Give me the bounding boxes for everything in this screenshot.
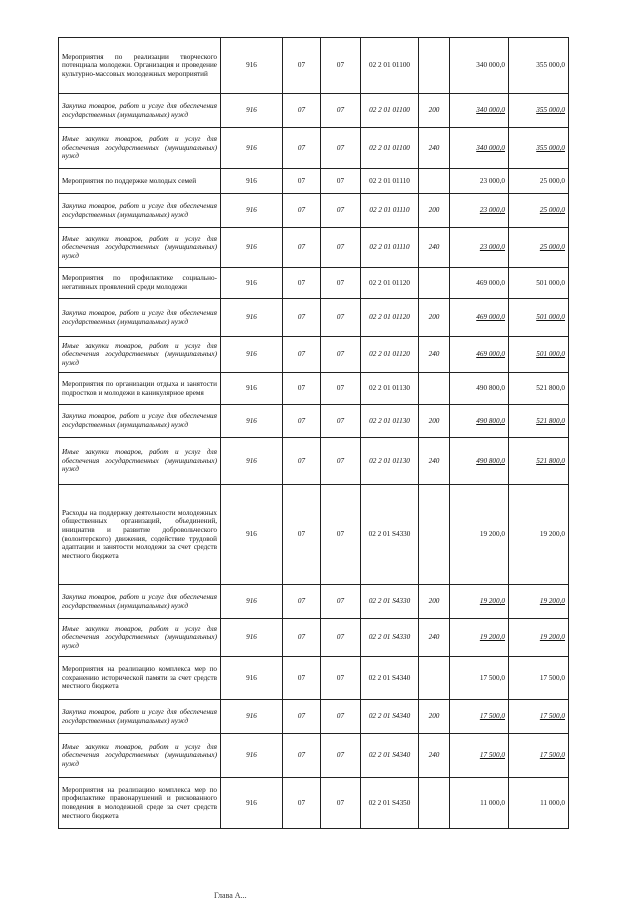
row-expense-type: 240 bbox=[419, 438, 450, 485]
row-expense-type: 200 bbox=[419, 299, 450, 337]
row-expense-type: 240 bbox=[419, 734, 450, 778]
row-sum-year1 bbox=[450, 194, 509, 228]
row-name: Иные закупки товаров, работ и услуг для обеспечения государственных (муниципальных) нужд bbox=[59, 337, 221, 373]
row-sum-year2-value: 25 000,0 bbox=[539, 243, 565, 252]
row-name: Иные закупки товаров, работ и услуг для обеспечения государственных (муниципальных) нужд bbox=[59, 228, 221, 268]
row-sum-year1-value: 490 800,0 bbox=[476, 456, 505, 465]
row-grbs-code: 916 bbox=[221, 268, 283, 299]
row-sum-year1 bbox=[450, 299, 509, 337]
row-section-code: 07 bbox=[283, 128, 321, 169]
row-sum-year2 bbox=[509, 734, 569, 778]
row-name: Мероприятия на реализацию комплекса мер по профилактике правонарушений и рискованного поведения в молодежной среде за счет средств местного бюджета bbox=[59, 778, 221, 829]
row-sum-year2 bbox=[509, 194, 569, 228]
row-subsection-code: 07 bbox=[321, 299, 361, 337]
row-target-article: 02 2 01 01110 bbox=[361, 228, 419, 268]
row-expense-type bbox=[419, 485, 450, 585]
row-section-code: 07 bbox=[283, 268, 321, 299]
row-target-article: 02 2 01 S4330 bbox=[361, 485, 419, 585]
row-sum-year2 bbox=[509, 585, 569, 619]
row-section-code: 07 bbox=[283, 228, 321, 268]
row-target-article: 02 2 01 S4340 bbox=[361, 734, 419, 778]
row-target-article: 02 2 01 01100 bbox=[361, 94, 419, 128]
row-sum-year2-value: 355 000,0 bbox=[536, 143, 565, 152]
row-target-article: 02 2 01 S4330 bbox=[361, 619, 419, 657]
table-row bbox=[59, 485, 569, 585]
row-subsection-code: 07 bbox=[321, 94, 361, 128]
row-expense-type: 200 bbox=[419, 94, 450, 128]
table-row bbox=[59, 128, 569, 169]
row-grbs-code: 916 bbox=[221, 405, 283, 438]
row-sum-year2-value: 355 000,0 bbox=[536, 106, 565, 115]
row-sum-year2-value: 17 500,0 bbox=[539, 673, 565, 682]
row-section-code: 07 bbox=[283, 299, 321, 337]
row-subsection-code: 07 bbox=[321, 485, 361, 585]
row-sum-year1-value: 19 200,0 bbox=[479, 633, 505, 642]
row-name: Иные закупки товаров, работ и услуг для обеспечения государственных (муниципальных) нужд bbox=[59, 619, 221, 657]
table-row bbox=[59, 169, 569, 194]
row-grbs-code: 916 bbox=[221, 619, 283, 657]
row-sum-year1-value: 469 000,0 bbox=[476, 313, 505, 322]
row-name: Закупка товаров, работ и услуг для обеспечения государственных (муниципальных) нужд bbox=[59, 194, 221, 228]
row-sum-year1 bbox=[450, 485, 509, 585]
row-expense-type bbox=[419, 373, 450, 405]
row-grbs-code: 916 bbox=[221, 700, 283, 734]
row-subsection-code: 07 bbox=[321, 405, 361, 438]
row-sum-year1 bbox=[450, 228, 509, 268]
row-grbs-code: 916 bbox=[221, 94, 283, 128]
row-sum-year1 bbox=[450, 169, 509, 194]
row-section-code: 07 bbox=[283, 585, 321, 619]
row-subsection-code: 07 bbox=[321, 268, 361, 299]
row-sum-year2 bbox=[509, 700, 569, 734]
row-section-code: 07 bbox=[283, 657, 321, 700]
row-name: Расходы на поддержку деятельности молодежных общественных организаций, объединений, инициатив и развитие добровольческого (волонтерского) движения, содействие трудовой адаптации и занятости молодежи за счет средств местного бюджета bbox=[59, 485, 221, 585]
row-section-code: 07 bbox=[283, 194, 321, 228]
row-section-code: 07 bbox=[283, 619, 321, 657]
table-row bbox=[59, 778, 569, 829]
row-target-article: 02 2 01 01120 bbox=[361, 299, 419, 337]
row-sum-year1-value: 469 000,0 bbox=[476, 350, 505, 359]
row-sum-year1 bbox=[450, 734, 509, 778]
row-sum-year1-value: 340 000,0 bbox=[476, 143, 505, 152]
row-sum-year2 bbox=[509, 438, 569, 485]
row-expense-type bbox=[419, 778, 450, 829]
table-row bbox=[59, 38, 569, 94]
row-sum-year2 bbox=[509, 228, 569, 268]
row-name: Закупка товаров, работ и услуг для обеспечения государственных (муниципальных) нужд bbox=[59, 585, 221, 619]
row-sum-year1-value: 17 500,0 bbox=[479, 751, 505, 760]
row-sum-year2 bbox=[509, 299, 569, 337]
table-row bbox=[59, 734, 569, 778]
row-sum-year1-value: 23 000,0 bbox=[479, 176, 505, 185]
row-section-code: 07 bbox=[283, 734, 321, 778]
row-subsection-code: 07 bbox=[321, 169, 361, 194]
row-expense-type: 240 bbox=[419, 619, 450, 657]
row-sum-year1 bbox=[450, 700, 509, 734]
table-row bbox=[59, 405, 569, 438]
row-subsection-code: 07 bbox=[321, 657, 361, 700]
row-sum-year1 bbox=[450, 38, 509, 94]
row-sum-year2-value: 17 500,0 bbox=[539, 751, 565, 760]
row-sum-year1-value: 17 500,0 bbox=[479, 712, 505, 721]
row-sum-year2 bbox=[509, 38, 569, 94]
row-expense-type bbox=[419, 169, 450, 194]
row-grbs-code: 916 bbox=[221, 778, 283, 829]
row-sum-year1 bbox=[450, 337, 509, 373]
row-sum-year2-value: 355 000,0 bbox=[536, 61, 565, 70]
row-target-article: 02 2 01 01130 bbox=[361, 438, 419, 485]
row-section-code: 07 bbox=[283, 38, 321, 94]
table-row bbox=[59, 299, 569, 337]
row-target-article: 02 2 01 01110 bbox=[361, 169, 419, 194]
row-name: Мероприятия по профилактике социально-негативных проявлений среди молодежи bbox=[59, 268, 221, 299]
row-target-article: 02 2 01 S4330 bbox=[361, 585, 419, 619]
row-sum-year1-value: 490 800,0 bbox=[476, 416, 505, 425]
row-grbs-code: 916 bbox=[221, 169, 283, 194]
row-sum-year1 bbox=[450, 405, 509, 438]
row-sum-year1 bbox=[450, 268, 509, 299]
row-sum-year2-value: 19 200,0 bbox=[539, 530, 565, 539]
row-name: Мероприятия по поддержке молодых семей bbox=[59, 169, 221, 194]
row-subsection-code: 07 bbox=[321, 228, 361, 268]
row-sum-year2 bbox=[509, 337, 569, 373]
row-expense-type: 200 bbox=[419, 585, 450, 619]
row-name: Мероприятия по организации отдыха и занятости подростков и молодежи в каникулярное время bbox=[59, 373, 221, 405]
row-name: Закупка товаров, работ и услуг для обеспечения государственных (муниципальных) нужд bbox=[59, 299, 221, 337]
row-sum-year2 bbox=[509, 485, 569, 585]
row-sum-year1-value: 469 000,0 bbox=[476, 278, 505, 287]
row-sum-year2-value: 25 000,0 bbox=[539, 206, 565, 215]
row-section-code: 07 bbox=[283, 485, 321, 585]
row-section-code: 07 bbox=[283, 778, 321, 829]
row-grbs-code: 916 bbox=[221, 438, 283, 485]
row-section-code: 07 bbox=[283, 94, 321, 128]
row-sum-year2-value: 11 000,0 bbox=[540, 798, 565, 807]
row-sum-year2-value: 501 000,0 bbox=[536, 350, 565, 359]
row-sum-year2-value: 19 200,0 bbox=[539, 633, 565, 642]
row-subsection-code: 07 bbox=[321, 337, 361, 373]
row-sum-year2 bbox=[509, 405, 569, 438]
row-sum-year2 bbox=[509, 94, 569, 128]
row-subsection-code: 07 bbox=[321, 128, 361, 169]
row-target-article: 02 2 01 01120 bbox=[361, 337, 419, 373]
row-sum-year1-value: 340 000,0 bbox=[476, 61, 505, 70]
row-sum-year1-value: 23 000,0 bbox=[479, 243, 505, 252]
row-subsection-code: 07 bbox=[321, 700, 361, 734]
row-target-article: 02 2 01 S4340 bbox=[361, 700, 419, 734]
row-grbs-code: 916 bbox=[221, 38, 283, 94]
row-section-code: 07 bbox=[283, 373, 321, 405]
row-sum-year2 bbox=[509, 268, 569, 299]
row-sum-year2 bbox=[509, 373, 569, 405]
row-expense-type: 240 bbox=[419, 337, 450, 373]
row-name: Иные закупки товаров, работ и услуг для обеспечения государственных (муниципальных) нужд bbox=[59, 438, 221, 485]
row-sum-year1 bbox=[450, 619, 509, 657]
row-grbs-code: 916 bbox=[221, 373, 283, 405]
row-target-article: 02 2 01 01120 bbox=[361, 268, 419, 299]
row-grbs-code: 916 bbox=[221, 128, 283, 169]
table-row bbox=[59, 373, 569, 405]
row-grbs-code: 916 bbox=[221, 228, 283, 268]
row-expense-type: 200 bbox=[419, 700, 450, 734]
table-row bbox=[59, 337, 569, 373]
row-sum-year2-value: 17 500,0 bbox=[539, 712, 565, 721]
row-sum-year2-value: 19 200,0 bbox=[539, 597, 565, 606]
row-sum-year2 bbox=[509, 657, 569, 700]
table-row bbox=[59, 700, 569, 734]
table-row bbox=[59, 585, 569, 619]
row-sum-year2 bbox=[509, 778, 569, 829]
row-grbs-code: 916 bbox=[221, 585, 283, 619]
row-sum-year2-value: 521 800,0 bbox=[536, 456, 565, 465]
row-sum-year2-value: 501 000,0 bbox=[536, 278, 565, 287]
row-section-code: 07 bbox=[283, 700, 321, 734]
row-sum-year2 bbox=[509, 169, 569, 194]
row-sum-year2-value: 25 000,0 bbox=[539, 176, 565, 185]
row-sum-year2 bbox=[509, 128, 569, 169]
row-target-article: 02 2 01 S4340 bbox=[361, 657, 419, 700]
row-sum-year1 bbox=[450, 657, 509, 700]
row-expense-type bbox=[419, 268, 450, 299]
row-grbs-code: 916 bbox=[221, 657, 283, 700]
row-sum-year2 bbox=[509, 619, 569, 657]
row-target-article: 02 2 01 01130 bbox=[361, 405, 419, 438]
row-section-code: 07 bbox=[283, 169, 321, 194]
table-row bbox=[59, 194, 569, 228]
table-row bbox=[59, 657, 569, 700]
row-name: Закупка товаров, работ и услуг для обеспечения государственных (муниципальных) нужд bbox=[59, 700, 221, 734]
table-row bbox=[59, 438, 569, 485]
row-grbs-code: 916 bbox=[221, 485, 283, 585]
row-grbs-code: 916 bbox=[221, 337, 283, 373]
row-expense-type: 200 bbox=[419, 405, 450, 438]
row-expense-type: 200 bbox=[419, 194, 450, 228]
row-section-code: 07 bbox=[283, 337, 321, 373]
row-expense-type: 240 bbox=[419, 128, 450, 169]
row-sum-year1 bbox=[450, 373, 509, 405]
row-sum-year1 bbox=[450, 438, 509, 485]
row-sum-year1 bbox=[450, 94, 509, 128]
row-name: Мероприятия на реализацию комплекса мер по сохранению исторической памяти за счет средств местного бюджета bbox=[59, 657, 221, 700]
row-sum-year1-value: 11 000,0 bbox=[480, 798, 505, 807]
table-row bbox=[59, 94, 569, 128]
footer-signature: Глава А... bbox=[214, 891, 247, 900]
row-subsection-code: 07 bbox=[321, 38, 361, 94]
row-target-article: 02 2 01 01100 bbox=[361, 38, 419, 94]
row-subsection-code: 07 bbox=[321, 194, 361, 228]
budget-table bbox=[58, 37, 569, 829]
row-subsection-code: 07 bbox=[321, 373, 361, 405]
row-section-code: 07 bbox=[283, 438, 321, 485]
row-sum-year1-value: 19 200,0 bbox=[479, 597, 505, 606]
row-sum-year1 bbox=[450, 585, 509, 619]
row-name: Закупка товаров, работ и услуг для обеспечения государственных (муниципальных) нужд bbox=[59, 94, 221, 128]
row-sum-year2-value: 521 800,0 bbox=[536, 416, 565, 425]
row-grbs-code: 916 bbox=[221, 194, 283, 228]
table-row bbox=[59, 619, 569, 657]
row-target-article: 02 2 01 01130 bbox=[361, 373, 419, 405]
row-sum-year1-value: 17 500,0 bbox=[479, 673, 505, 682]
row-sum-year1 bbox=[450, 128, 509, 169]
row-expense-type bbox=[419, 657, 450, 700]
row-subsection-code: 07 bbox=[321, 734, 361, 778]
row-sum-year1 bbox=[450, 778, 509, 829]
row-expense-type bbox=[419, 38, 450, 94]
row-subsection-code: 07 bbox=[321, 778, 361, 829]
row-sum-year1-value: 23 000,0 bbox=[479, 206, 505, 215]
table-row bbox=[59, 268, 569, 299]
row-grbs-code: 916 bbox=[221, 734, 283, 778]
row-grbs-code: 916 bbox=[221, 299, 283, 337]
row-target-article: 02 2 01 01110 bbox=[361, 194, 419, 228]
row-sum-year1-value: 340 000,0 bbox=[476, 106, 505, 115]
row-expense-type: 240 bbox=[419, 228, 450, 268]
row-subsection-code: 07 bbox=[321, 619, 361, 657]
row-subsection-code: 07 bbox=[321, 438, 361, 485]
table-row bbox=[59, 228, 569, 268]
row-subsection-code: 07 bbox=[321, 585, 361, 619]
row-target-article: 02 2 01 S4350 bbox=[361, 778, 419, 829]
row-name: Иные закупки товаров, работ и услуг для обеспечения государственных (муниципальных) нужд bbox=[59, 734, 221, 778]
row-target-article: 02 2 01 01100 bbox=[361, 128, 419, 169]
row-name: Иные закупки товаров, работ и услуг для обеспечения государственных (муниципальных) нужд bbox=[59, 128, 221, 169]
row-name: Мероприятия по реализации творческого потенциала молодежи. Организация и проведение культурно-массовых молодежных мероприятий bbox=[59, 38, 221, 94]
row-sum-year2-value: 521 800,0 bbox=[536, 384, 565, 393]
row-name: Закупка товаров, работ и услуг для обеспечения государственных (муниципальных) нужд bbox=[59, 405, 221, 438]
row-section-code: 07 bbox=[283, 405, 321, 438]
row-sum-year2-value: 501 000,0 bbox=[536, 313, 565, 322]
row-sum-year1-value: 19 200,0 bbox=[479, 530, 505, 539]
row-sum-year1-value: 490 800,0 bbox=[476, 384, 505, 393]
